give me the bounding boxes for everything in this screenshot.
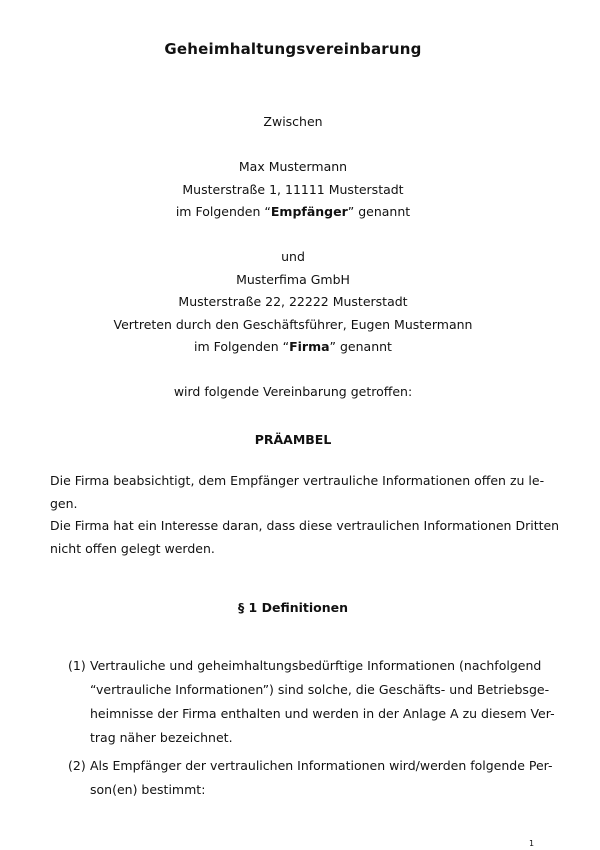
preamble-line: Die Firma hat ein Interesse daran, dass diese vertraulichen Informationen Dritten — [50, 518, 560, 533]
section1-heading-wrap — [0, 597, 586, 620]
party2-address: Musterstraße 22, 22222 Musterstadt — [178, 294, 408, 309]
item-line: son(en) bestimmt: — [90, 782, 206, 797]
party2-reference: im Folgenden “Firma” genannt — [194, 339, 392, 354]
parties-block — [0, 111, 586, 404]
agreement-text: wird folgende Vereinbarung getroffen: — [173, 384, 413, 399]
page-number: 1 — [529, 839, 535, 848]
preamble-line: gen. — [50, 495, 78, 511]
item-line: “vertrauliche Informationen”) sind solche, die Geschäfts- und Betriebsge- — [90, 682, 550, 697]
item-number: (1) — [68, 658, 86, 673]
party1-name: Max Mustermann — [238, 159, 348, 174]
item-line: heimnisse der Firma enthalten und werden in der Anlage A zu diesem Ver- — [90, 706, 555, 721]
between-text: Zwischen — [263, 114, 323, 129]
preamble-heading: PRÄAMBEL — [254, 432, 332, 447]
preamble-line: Die Firma beabsichtigt, dem Empfänger vertrauliche Informationen offen zu le- — [50, 473, 545, 488]
item-line: trag näher bezeichnet. — [90, 730, 233, 745]
list-item — [68, 754, 553, 802]
item-line: Vertrauliche und geheimhaltungsbedürftige Informationen (nachfolgend — [90, 658, 542, 673]
party1-reference: im Folgenden “Empfänger” genannt — [175, 204, 411, 219]
document-title: Geheimhaltungsvereinbarung — [164, 40, 422, 58]
preamble-paragraph — [50, 470, 560, 560]
party2-name: Musterfima GmbH — [236, 271, 350, 287]
party2-role: Firma — [289, 339, 330, 354]
item-number: (2) — [68, 758, 86, 773]
item-line: Als Empfänger der vertraulichen Informationen wird/werden folgende Per- — [90, 758, 553, 773]
party1-address: Musterstraße 1, 11111 Musterstadt — [182, 181, 404, 197]
preamble-heading-wrap — [0, 429, 586, 452]
preamble-line: nicht offen gelegt werden. — [50, 540, 215, 556]
and-text: und — [281, 249, 305, 264]
party1-role: Empfänger — [270, 204, 348, 219]
section1-list — [68, 654, 555, 802]
list-item — [68, 654, 555, 750]
section1-heading: § 1 Definitionen — [237, 600, 349, 615]
party2-represented: Vertreten durch den Geschäftsführer, Eugen Mustermann — [113, 316, 473, 332]
